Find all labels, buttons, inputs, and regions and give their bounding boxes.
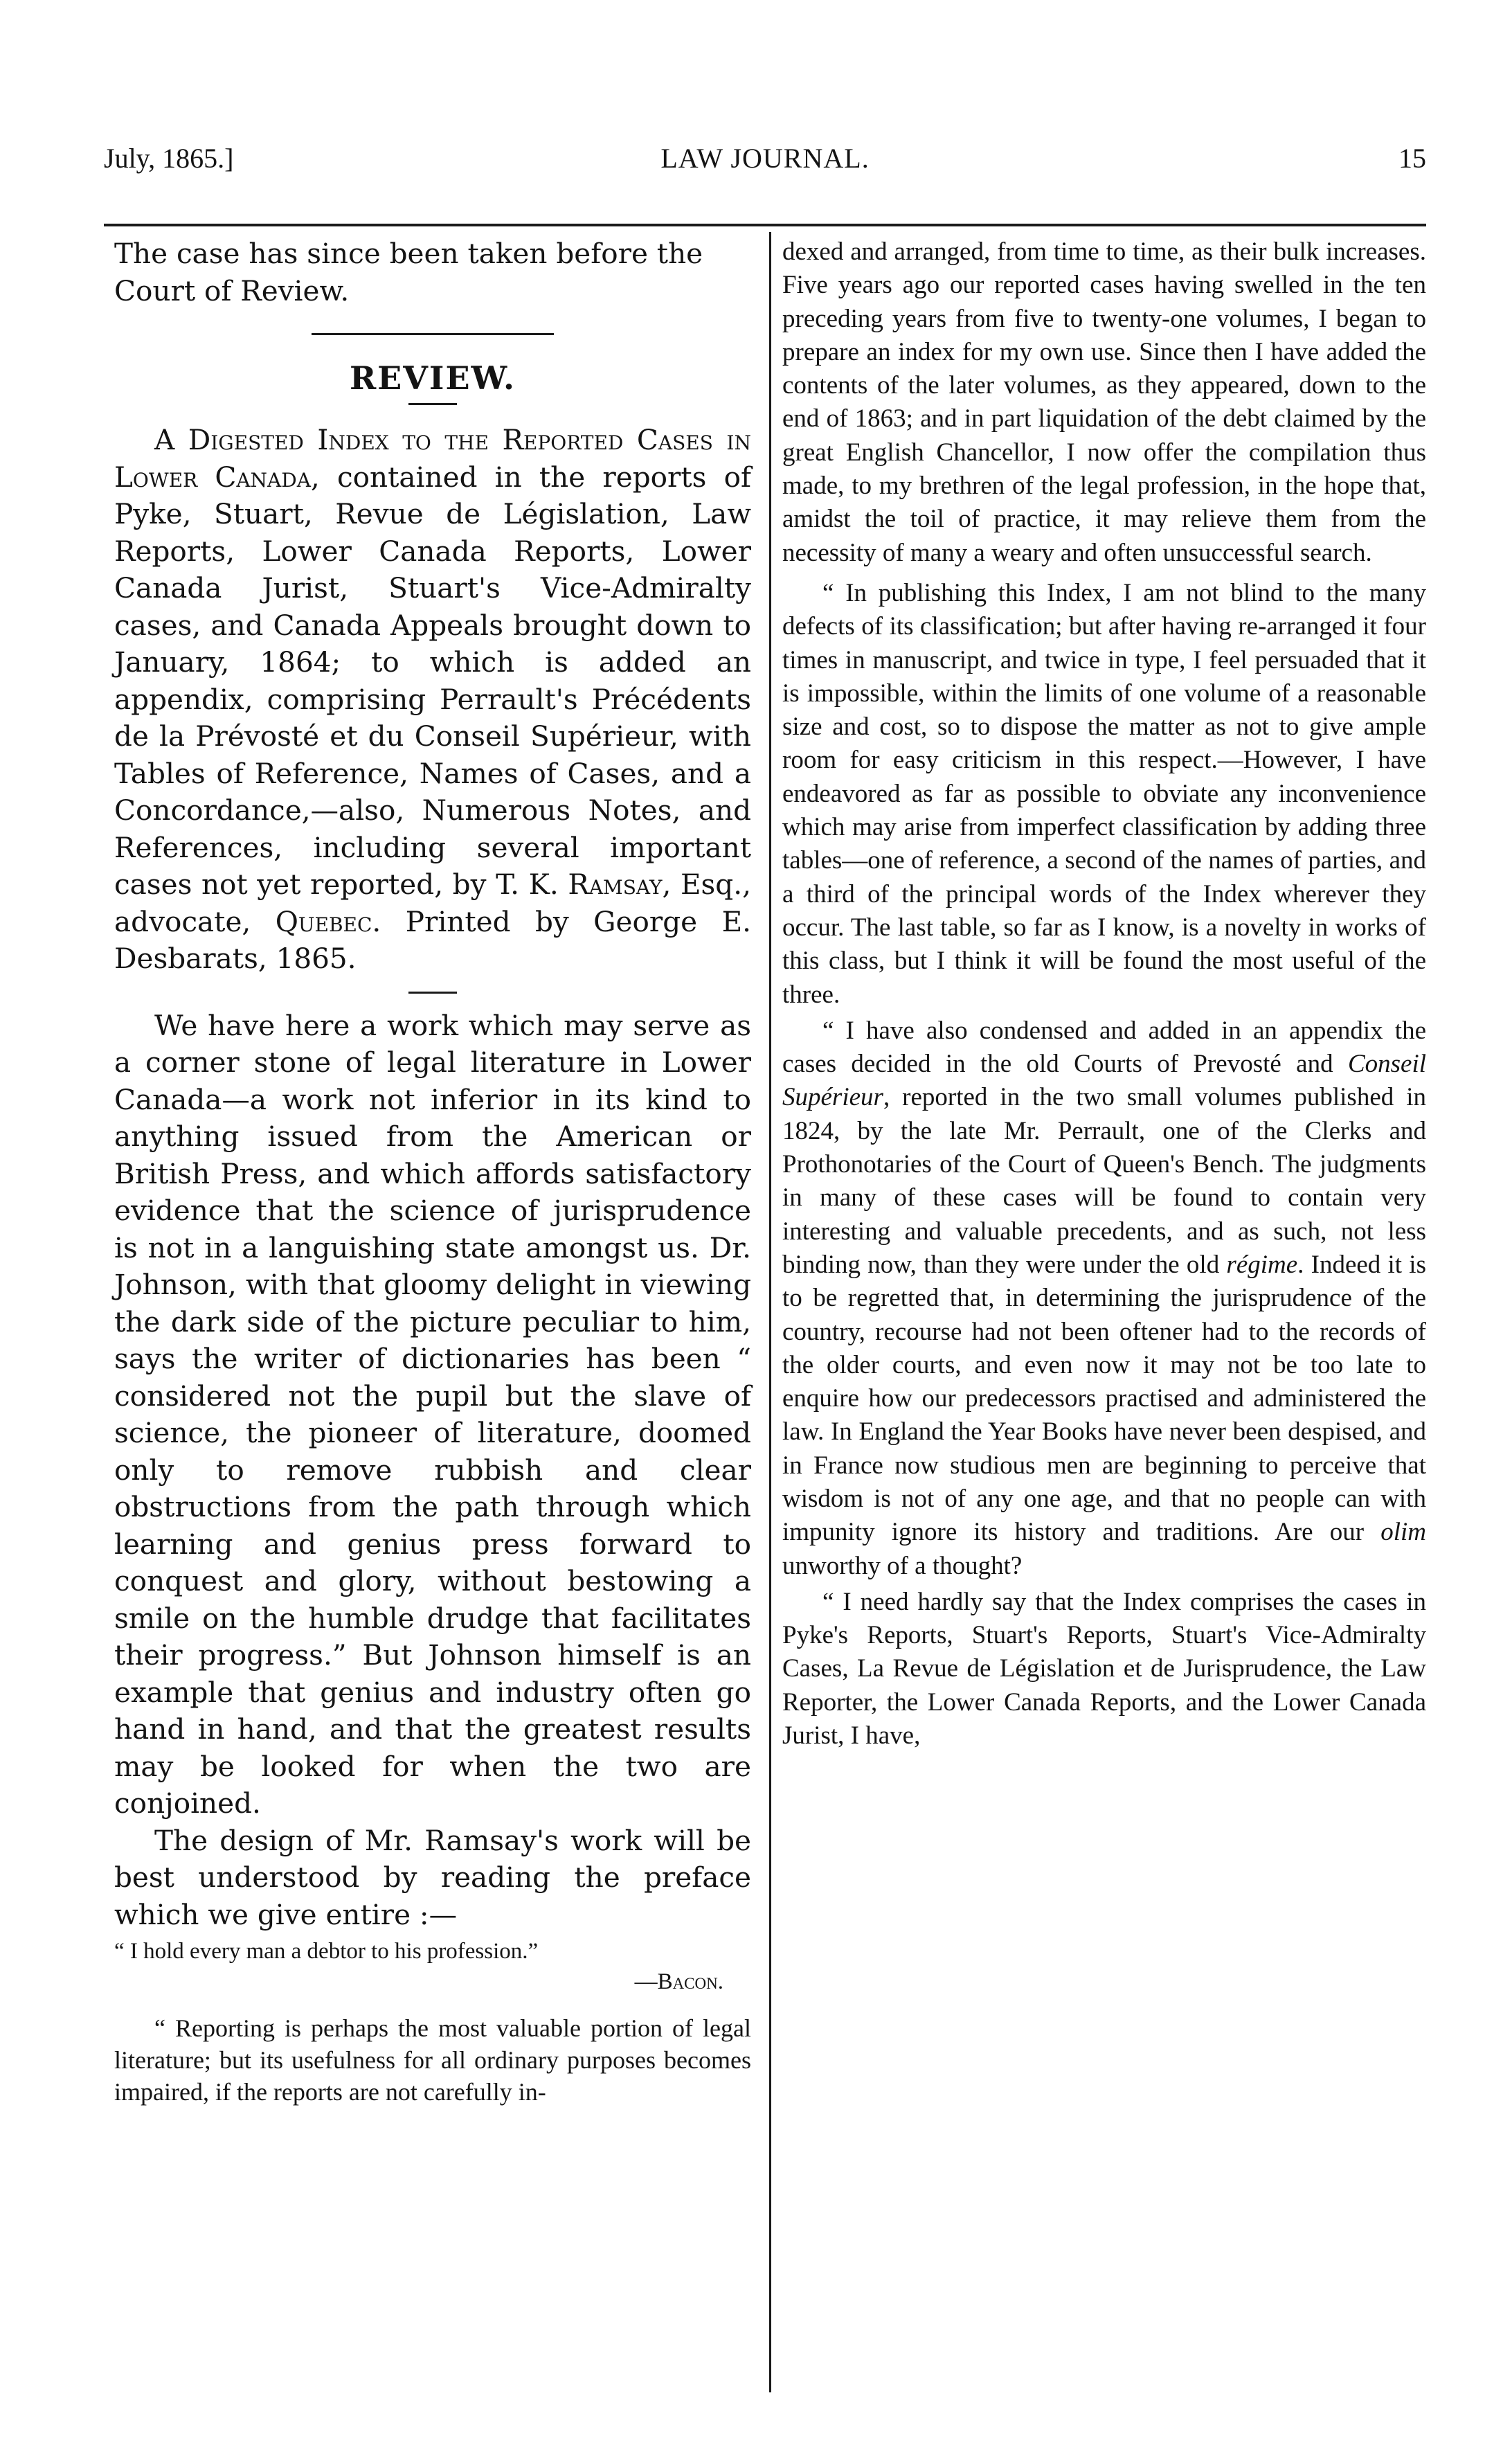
book-details: contained in the reports of Pyke, Stuart, Revue de Législation, Law Reports, Lower Canada Reports, Lower Canada Jurist, Stuart's Vice-Admiralty cases, and Canada Appeals brought down to January, 1864; to which is added an appendix, comprising Perrault's Précédents de la Prévosté et du Conseil Supérieur, with Tables of Reference, Names of Cases, and a Concordance,—also, Numerous Notes, and References, including several important cases not yet reported, by T. K. [114, 460, 751, 901]
preface-text: . Indeed it is to be regretted that, in determining the jurisprudence of the country, recourse had not been oftener had to the records of the older courts, and even now it may not be too late to enquire how our predecessors practised and administered the law. In England the Year Books have never been despised, and in France now studious men are beginning to perceive that wisdom is not of any one age, and that no people can with impunity ignore its history and traditions. Are our [782, 1250, 1426, 1547]
left-column [114, 235, 751, 2108]
preface-paragraph-2: “ In publishing this Index, I am not blind to the many defects of its classification; but after having re-arranged it four times in manuscript, and twice in type, I feel persuaded that it is impossible, within the limits of one volume of a reasonable size and cost, so to dispose the matter as not to give ample room for easy criticism in this respect.—However, I have endeavored as far as possible to obviate any inconvenience which may arise from imperfect classification by adding three tables—one of reference, a second of the names of parties, and a third of the principal words of the Index wherever they occur. The last table, so far as I know, is a novelty in works of this class, but I think it will be found the most useful of the three. [782, 578, 1426, 1009]
preface-paragraph-4: “ I need hardly say that the Index comprises the cases in Pyke's Reports, Stuart's Reports, Stuart's Vice-Admiralty Cases, La Revue de Législation et de Jurisprudence, the Law Reporter, the Lower Canada Reports, and the Lower Canada Jurist, I have, [782, 1587, 1426, 1750]
header-title: LAW JOURNAL. [660, 143, 870, 174]
page-number: 15 [1398, 143, 1426, 174]
city-name: Quebec. [275, 904, 381, 938]
running-header [104, 142, 1426, 183]
section-rule [312, 333, 554, 335]
olim-italic: olim [1380, 1518, 1426, 1547]
review-paragraph-2: The design of Mr. Ramsay's work will be best understood by reading the preface which we give entire :— [114, 1823, 751, 1931]
attribution-name: Bacon. [657, 1969, 723, 1994]
preface-text: unworthy of a thought? [782, 1551, 1023, 1580]
heading-rule [408, 403, 457, 405]
right-column [782, 235, 1426, 1753]
book-title: A Digested Index to the Reported Cases in Lower Canada, [114, 423, 751, 494]
book-citation [114, 422, 751, 978]
attribution-dash: — [634, 1969, 658, 1994]
preface-text: , reported in the two small volumes published in 1824, by the late Mr. Perrault, one of the Clerks and Prothonotaries of the Court of Queen's Bench. The judgments in many of these cases will be found to contain very interesting and valuable precedents, and as such, not less binding now, than they were under the old [782, 1083, 1426, 1279]
preface-paragraph-1: dexed and arranged, from time to time, as their bulk increases. Five years ago our reported cases having swelled in the ten preceding years from five to twenty-one volumes, I began to prepare an index for my own use. Since then I have added the contents of the later volumes, as they appeared, down to the end of 1863; and in part liquidation of the debt claimed by the great English Chancellor, I now offer the compilation thus made, to my brethren of the legal profession, in the hope that, amidst the toil of practice, it may relieve them from the necessity of many a weary and often unsuccessful search. [782, 238, 1426, 567]
preface-text: “ I have also condensed and added in an appendix the cases decided in the old Courts of Prevosté and [782, 1016, 1426, 1079]
header-rule [104, 224, 1426, 226]
column-divider [769, 232, 771, 2392]
regime-italic: régime [1226, 1250, 1298, 1279]
header-date: July, 1865.] [104, 143, 234, 174]
review-paragraph-1: We have here a work which may serve as a corner stone of legal literature in Lower Canada—a work not inferior in its kind to anything issued from the American or British Press, and which affords satisfactory evidence that the science of jurisprudence is not in a languishing state amongst us. Dr. Johnson, with that gloomy delight in viewing the dark side of the picture peculiar to him, says the writer of dictionaries has been “ considered not the pupil but the slave of science, the pioneer of literature, doomed only to remove rubbish and clear obstructions from the path through which learning and genius press forward to conquest and glory, without bestowing a smile on the humble drudge that facilitates their progress.” But Johnson himself is an example that genius and industry often go hand in hand, and that the greatest results may be looked for when the two are conjoined. [114, 1008, 751, 1820]
citation-rule [408, 992, 457, 994]
author-name: Ramsay [568, 868, 663, 901]
review-heading: REVIEW. [349, 359, 516, 397]
book-printer: Printed by George E. Desbarats, 1865. [114, 904, 752, 975]
epigraph-quote: “ I hold every man a debtor to his profession.” [114, 1939, 539, 1964]
preface-paragraph-3 [782, 1014, 1426, 1583]
preface-opening: “ Reporting is perhaps the most valuable portion of legal literature; but its usefulness for all ordinary purposes becomes impaired, if the reports are not carefully in- [114, 2014, 751, 2106]
intro-paragraph: The case has since been taken before the Court of Review. [114, 237, 703, 307]
book-details-2: , Esq., advocate, [114, 868, 751, 938]
conseil-superieur-italic: Conseil Supérieur [782, 1050, 1426, 1112]
epigraph-attribution [114, 1967, 751, 1997]
